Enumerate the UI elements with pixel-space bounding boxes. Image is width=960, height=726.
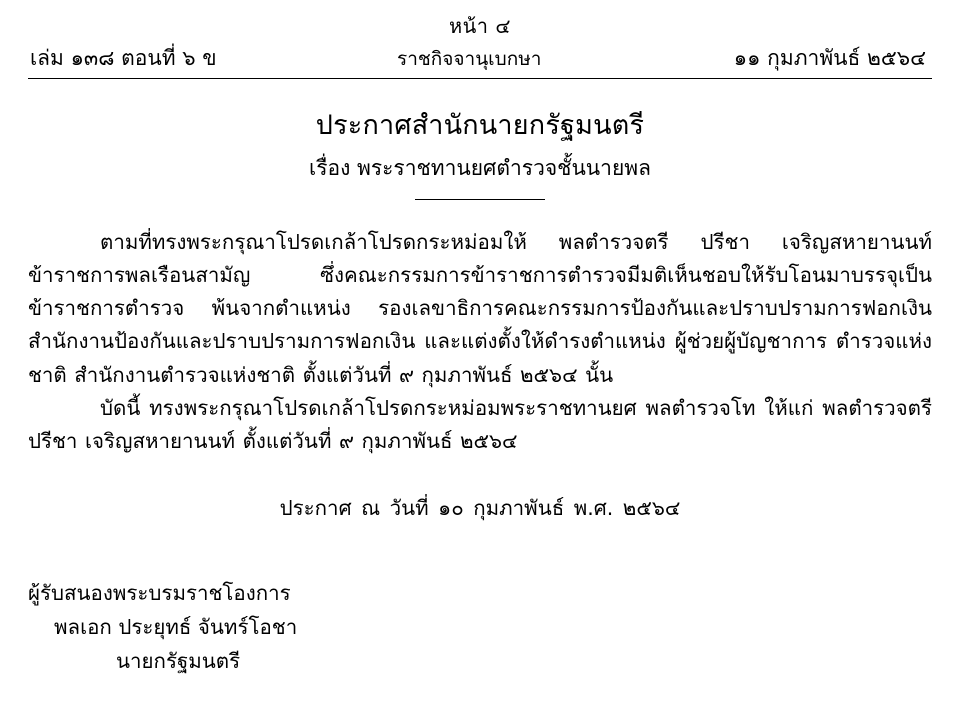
- countersign-label: ผู้รับสนองพระบรมราชโองการ: [28, 581, 291, 606]
- document-body: [28, 226, 932, 526]
- header-divider: [28, 78, 932, 79]
- header-row: [28, 42, 932, 75]
- signature-block: [28, 577, 932, 678]
- title-block: [28, 108, 932, 200]
- running-header: [28, 0, 932, 78]
- signatory-position: นายกรัฐมนตรี: [116, 649, 241, 674]
- announcement-date: ประกาศ ณ วันที่ ๑๐ กุมภาพันธ์ พ.ศ. ๒๕๖๔: [279, 496, 681, 521]
- publication-date-label: ๑๑ กุมภาพันธ์ ๒๕๖๔: [733, 46, 926, 70]
- document-subject: เรื่อง พระราชทานยศตำรวจชั้นนายพล: [309, 156, 651, 181]
- body-paragraph-1: ตามที่ทรงพระกรุณาโปรดเกล้าโปรดกระหม่อมให้ พลตำรวจตรี ปรีชา เจริญสหายานนท์ ข้าราชการพลเรือนสามัญ ซึ่งคณะกรรมการข้าราชการตำรวจมีมติเห็นชอบให้รับโอนมาบรรจุเป็น ข้าราชการตำรวจ พ้นจากตำแหน่ง รองเลขาธิการคณะกรรมการป้องกันและปราบปรามการฟอกเงิน สำนักงานป้องกันและปราบปรามการฟอกเงิน และแต่งตั้งให้ดำรงตำแหน่ง ผู้ช่วยผู้บัญชาการ ตำรวจแห่งชาติ สำนักงานตำรวจแห่งชาติ ตั้งแต่วันที่ ๙ กุมภาพันธ์ ๒๕๖๔ นั้น: [28, 229, 932, 387]
- volume-issue-label: เล่ม ๑๓๘ ตอนที่ ๖ ข: [30, 46, 217, 70]
- title-divider: [415, 199, 545, 200]
- gazette-name-label: ราชกิจจานุเบกษา: [396, 48, 542, 70]
- body-paragraph-2: บัดนี้ ทรงพระกรุณาโปรดเกล้าโปรดกระหม่อมพระราชทานยศ พลตำรวจโท ให้แก่ พลตำรวจตรี ปรีชา เจริญสหายานนท์ ตั้งแต่วันที่ ๙ กุมภาพันธ์ ๒๕๖๔: [28, 395, 932, 453]
- page-number-label: หน้า ๔: [448, 14, 512, 38]
- signatory-name: พลเอก ประยุทธ์ จันทร์โอชา: [54, 615, 298, 640]
- page-title: ประกาศสำนักนายกรัฐมนตรี: [315, 110, 645, 141]
